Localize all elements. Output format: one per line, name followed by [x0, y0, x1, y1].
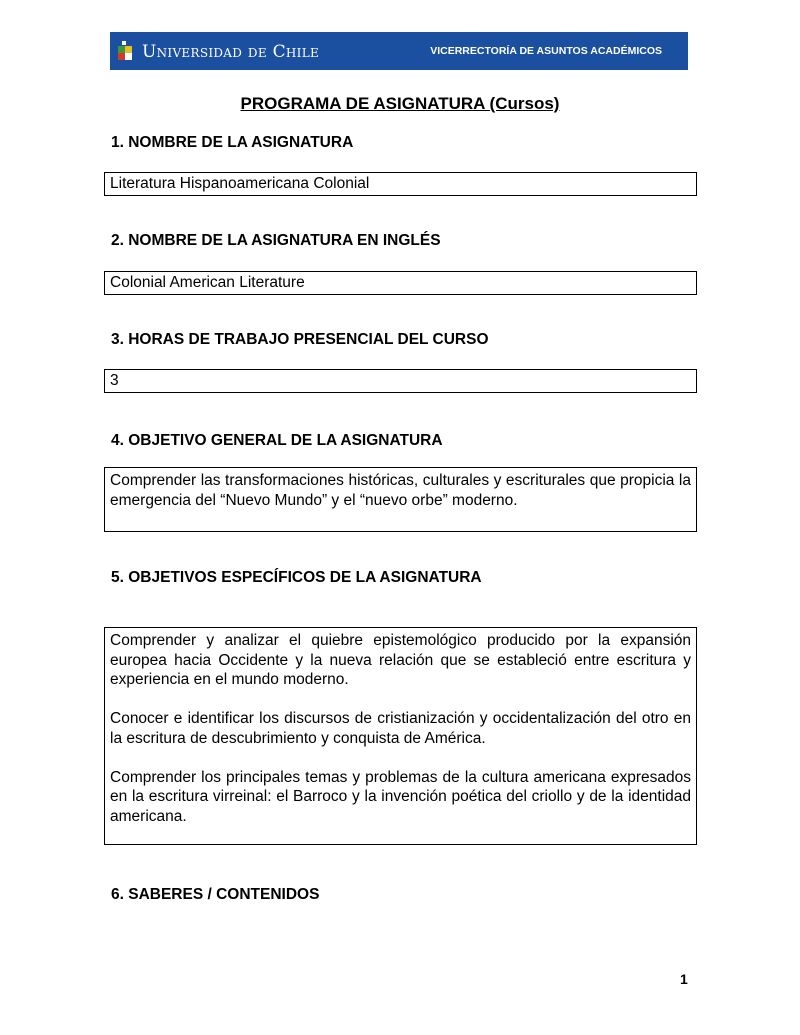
field-box-general-objective — [104, 467, 697, 532]
field-value: 3 — [110, 372, 119, 389]
section-heading: 3. HORAS DE TRABAJO PRESENCIAL DEL CURSO — [111, 331, 489, 348]
section-heading: 1. NOMBRE DE LA ASIGNATURA — [111, 134, 354, 151]
field-value: Comprender las transformaciones históricas, culturales y escriturales que propicia la emergencia del “Nuevo Mundo” y el “nuevo orbe” moderno. — [110, 472, 691, 509]
section-heading: 4. OBJETIVO GENERAL DE LA ASIGNATURA — [111, 432, 443, 449]
section-heading: 5. OBJETIVOS ESPECÍFICOS DE LA ASIGNATURA — [111, 569, 482, 586]
field-value: Literatura Hispanoamericana Colonial — [110, 175, 370, 192]
page-title: PROGRAMA DE ASIGNATURA (Cursos) — [240, 94, 560, 113]
university-crest-icon — [118, 41, 132, 65]
page-number: 1 — [680, 971, 688, 987]
section-heading: 2. NOMBRE DE LA ASIGNATURA EN INGLÉS — [111, 232, 441, 249]
field-box-course-name — [104, 172, 697, 196]
field-value: Comprender los principales temas y problemas de la cultura americana expresados en la escritura virreinal: el Barroco y la invención poética del criollo y de la identidad americana. — [110, 768, 691, 825]
field-value: Colonial American Literature — [110, 274, 305, 291]
section-heading: 6. SABERES / CONTENIDOS — [111, 886, 320, 903]
field-value: Conocer e identificar los discursos de cristianización y occidentalización del otro en la escritura de descubrimiento y conquista de América. — [110, 710, 691, 747]
field-value: Comprender y analizar el quiebre epistemológico producido por la expansión europea hacia Occidente y la nueva relación que se estableció entre escritura y experiencia en el mundo moderno. — [110, 632, 691, 688]
field-box-hours — [104, 369, 697, 393]
field-box-specific-objectives — [104, 627, 697, 845]
header-banner — [110, 32, 688, 70]
field-box-english-name — [104, 271, 697, 295]
unit-name: VICERRECTORÍA DE ASUNTOS ACADÉMICOS — [430, 45, 662, 57]
university-name: Universidad de Chile — [142, 42, 320, 62]
